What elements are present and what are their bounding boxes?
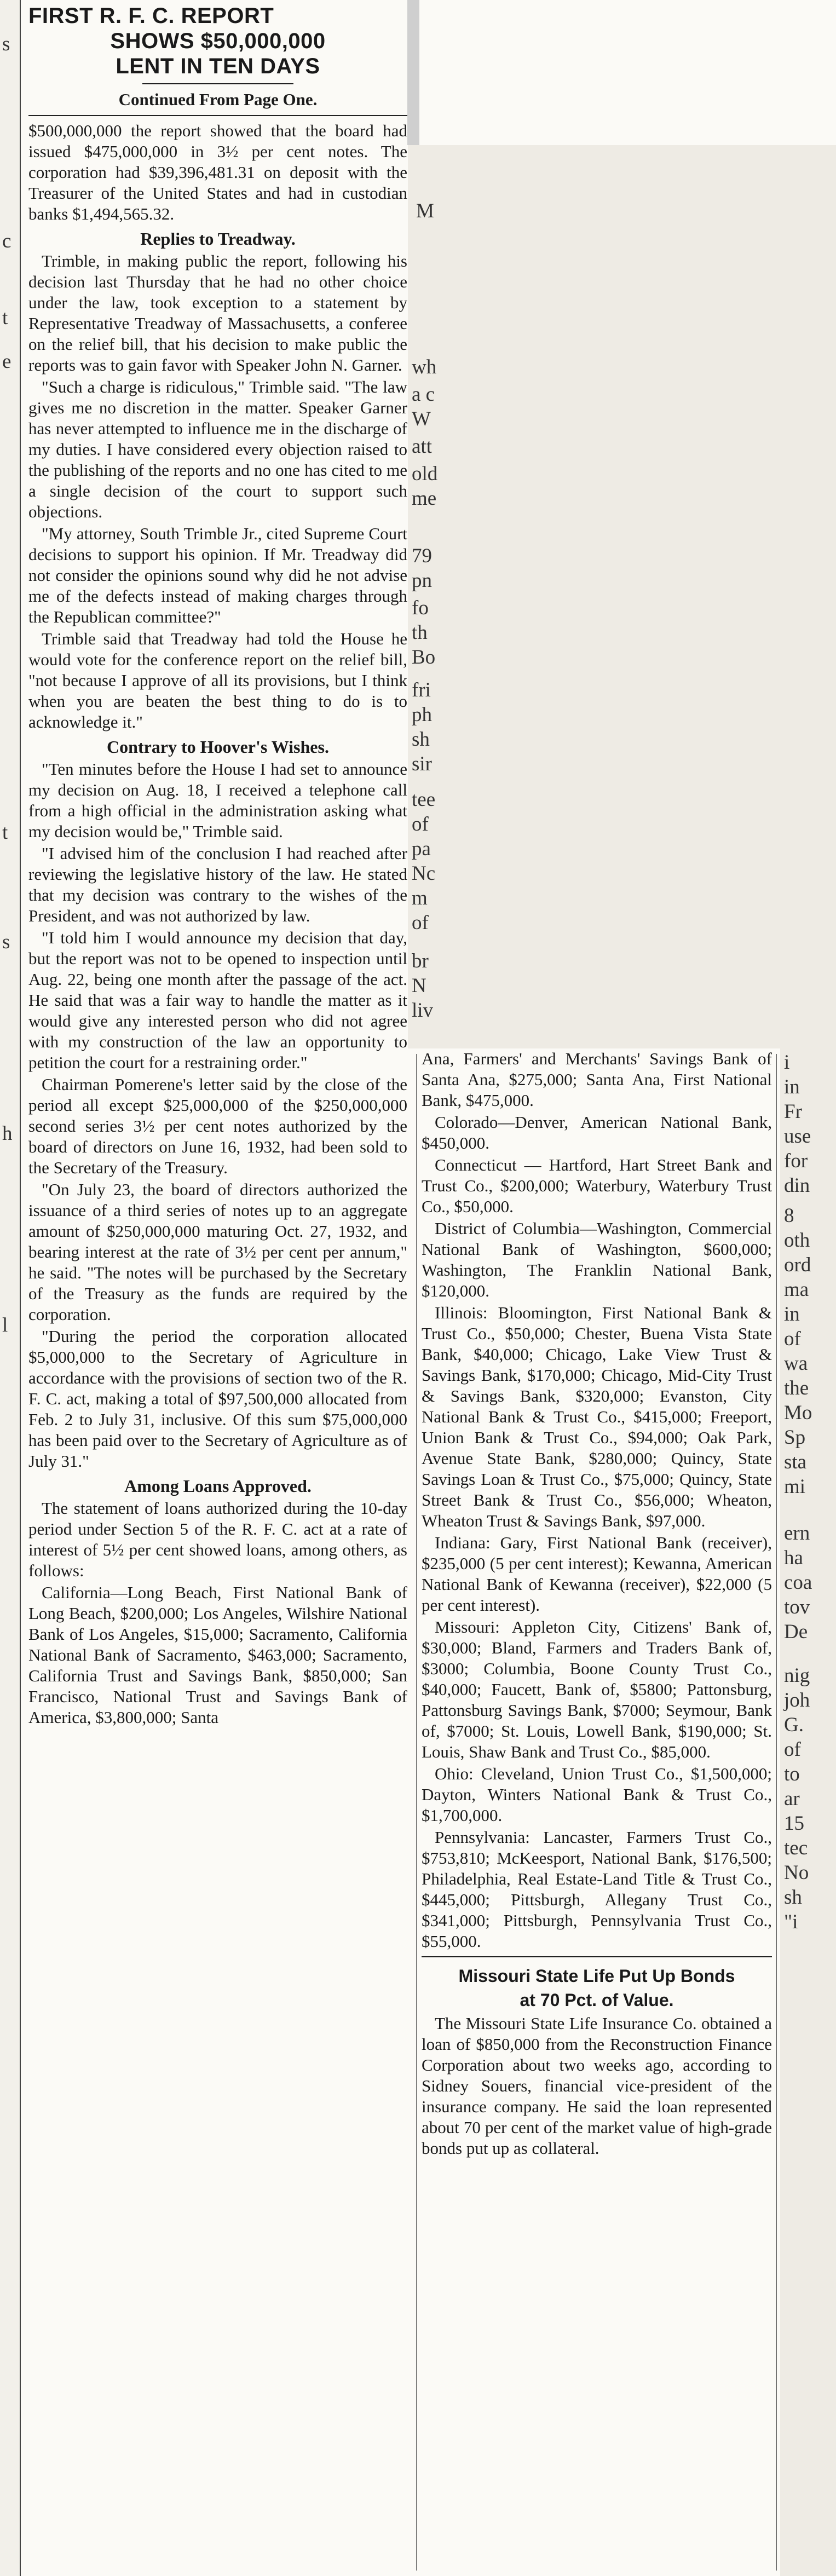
paragraph: Pennsylvania: Lancaster, Farmers Trust Co., $753,810; McKeesport, National Bank, $176,500; Philadelphia, Real Estate-Land Title & Trust Co., $445,000; Pittsburgh, Allegany Trust Co., $341,000; Pittsburgh, Pennsylvania Trust Co., $55,000. bbox=[422, 1828, 772, 1951]
fragment-overlap-11: th bbox=[412, 621, 428, 644]
continued-label: Continued From Page One. bbox=[118, 90, 318, 109]
fragment-right-7: 8 bbox=[784, 1205, 794, 1227]
paragraph: "I advised him of the conclusion I had reached after reviewing the legislative history of the law. He stated that my decision was contrary to the wishes of the President, and was not authorized by law. bbox=[28, 844, 407, 925]
fragment-right-30: 15 bbox=[784, 1812, 804, 1835]
fragment-overlap-21: m bbox=[412, 887, 428, 909]
fragment-right-26: G. bbox=[784, 1714, 804, 1736]
headline-line-3: LENT IN TEN DAYS bbox=[116, 54, 320, 78]
fragment-left-3: t bbox=[2, 307, 8, 329]
paragraph: "On July 23, the board of directors authorized the issuance of a third series of notes up to an aggregate amount of $250,000,000 maturing Oct. 27, 1932, and bearing interest at the rate of 3½ per cent per annum," he said. "The notes will be purchased by the Secretary of the Treasury as the funds are required by the corporation. bbox=[28, 1180, 407, 1324]
fragment-right-27: of bbox=[784, 1738, 801, 1761]
fragment-right-3: Fr bbox=[784, 1100, 802, 1123]
subheadline-missouri-line-2: at 70 Pct. of Value. bbox=[520, 1990, 674, 2010]
paragraph: California—Long Beach, First National Bank of Long Beach, $200,000; Los Angeles, Wilshire National Bank of Los Angeles, $15,000; Sacramento, California National Bank of Sacramento, $463,000; Sacramento, California Trust and Savings Bank, $850,000; San Francisco, National Trust and Savings Bank of America, $3,800,000; Santa bbox=[28, 1583, 407, 1727]
fragment-overlap-5: att bbox=[412, 435, 432, 458]
fragment-right-11: in bbox=[784, 1303, 800, 1326]
continued-rule bbox=[28, 115, 407, 116]
fragment-right-33: sh bbox=[784, 1886, 802, 1909]
paragraph: Ana, Farmers' and Merchants' Savings Bank of Santa Ana, $275,000; Santa Ana, First National Bank, $475,000. bbox=[422, 1049, 772, 1110]
fragment-right-28: to bbox=[784, 1763, 800, 1785]
fragment-right-31: tec bbox=[784, 1837, 808, 1859]
fragment-overlap-25: liv bbox=[412, 999, 434, 1022]
paragraph: "Such a charge is ridiculous," Trimble said. "The law gives me no discretion in the matter. Speaker Garner has never attempted to influence me in the discharge of my duties. I have considered every objection raised to the publishing of the reports and no one has cited to me a single decision of the court to support such objections. bbox=[28, 377, 407, 521]
subheadline-missouri-line-1: Missouri State Life Put Up Bonds bbox=[458, 1966, 735, 1986]
paragraph: The Missouri State Life Insurance Co. obtained a loan of $850,000 from the Reconstruction Finance Corporation about two weeks ago, according to Sidney Souers, financial vice-president of the insurance company. He said the loan represented about 70 per cent of the market value of high-grade bonds put up as collateral. bbox=[422, 2014, 772, 2158]
fragment-overlap-1: M bbox=[416, 200, 434, 222]
fragment-right-17: sta bbox=[784, 1451, 807, 1473]
adjacent-column-edge-left bbox=[0, 0, 21, 2576]
fragment-right-16: Sp bbox=[784, 1426, 806, 1449]
fragment-overlap-14: ph bbox=[412, 704, 432, 726]
fragment-overlap-2: wh bbox=[412, 356, 437, 378]
fragment-overlap-20: Nc bbox=[412, 862, 436, 885]
article-main-column bbox=[28, 3, 407, 1729]
fragment-right-9: ord bbox=[784, 1254, 811, 1276]
fragment-overlap-6: old bbox=[412, 463, 438, 485]
fragment-right-25: joh bbox=[784, 1689, 810, 1711]
fragment-right-32: No bbox=[784, 1862, 809, 1884]
paragraph: Trimble said that Treadway had told the House he would vote for the conference report on the relief bill, "not because I approve of all its provisions, but I think when you are beaten the best thing to do is to acknowledge it." bbox=[28, 629, 407, 731]
fragment-overlap-7: me bbox=[412, 487, 437, 510]
subhead-hoover: Contrary to Hoover's Wishes. bbox=[107, 737, 329, 757]
fragment-left-8: l bbox=[2, 1314, 8, 1336]
fragment-overlap-10: fo bbox=[412, 597, 429, 619]
fragment-overlap-9: pn bbox=[412, 569, 432, 592]
fragment-right-1: i bbox=[784, 1051, 790, 1074]
fragment-overlap-3: a c bbox=[412, 383, 435, 406]
paragraph: Colorado—Denver, American National Bank, $450,000. bbox=[422, 1113, 772, 1152]
paragraph: The statement of loans authorized during the 10-day period under Section 5 of the R. F. C. act at a rate of interest of 5½ per cent showed loans, among others, as follows: bbox=[28, 1499, 407, 1580]
adjacent-clipping-overlap bbox=[408, 145, 836, 1048]
paragraph: Trimble, in making public the report, following his decision last Thursday that he had no other choice under the law, took exception to a statement by Representative Treadway of Massachusetts, a conferee on the relief bill, that his decision to make public the reports was to gain favor with Speaker John N. Garner. bbox=[28, 251, 407, 374]
fragment-overlap-22: of bbox=[412, 912, 429, 934]
fragment-right-13: wa bbox=[784, 1352, 808, 1375]
fragment-right-2: in bbox=[784, 1076, 800, 1098]
fragment-right-18: mi bbox=[784, 1476, 806, 1498]
fragment-right-12: of bbox=[784, 1328, 801, 1350]
fragment-overlap-24: N bbox=[412, 975, 426, 997]
fragment-overlap-15: sh bbox=[412, 728, 430, 751]
fragment-right-15: Mo bbox=[784, 1402, 812, 1424]
fragment-right-34: "i bbox=[784, 1911, 798, 1933]
fragment-overlap-13: fri bbox=[412, 679, 431, 701]
fragment-left-2: c bbox=[2, 230, 11, 252]
fragment-right-21: coa bbox=[784, 1571, 812, 1594]
fragment-right-23: De bbox=[784, 1621, 808, 1643]
fragment-right-29: ar bbox=[784, 1788, 800, 1810]
fragment-overlap-16: sir bbox=[412, 753, 432, 775]
fragment-right-22: tov bbox=[784, 1596, 810, 1618]
fragment-overlap-18: of bbox=[412, 813, 429, 835]
fragment-right-24: nig bbox=[784, 1664, 810, 1687]
headline-line-1: FIRST R. F. C. REPORT bbox=[28, 4, 274, 28]
column-divider bbox=[416, 1054, 417, 2571]
fragment-left-4: e bbox=[2, 350, 11, 373]
fragment-overlap-8: 79 bbox=[412, 545, 432, 567]
paragraph: District of Columbia—Washington, Commercial National Bank of Washington, $600,000; Washington, The Franklin National Bank, $120,000. bbox=[422, 1219, 772, 1300]
fragment-left-7: h bbox=[2, 1122, 13, 1145]
paragraph: Illinois: Bloomington, First National Bank & Trust Co., $50,000; Chester, Buena Vista State Bank, $40,000; Chicago, Lake View Trust & Savings Bank, $170,000; Chicago, Mid-City Trust & Savings Bank, $320,000; Evanston, City National Bank & Trust Co., $415,000; Freeport, Union Bank & Trust Co., $94,000; Oak Park, Avenue State Bank, $280,000; Quincy, State Savings Loan & Trust Co., $75,000; Quincy, State Street Bank & Trust Co., $56,000; Wheaton, Wheaton Trust & Savings Bank, $97,000. bbox=[422, 1303, 772, 1530]
fragment-right-4: use bbox=[784, 1125, 811, 1148]
paragraph: Missouri: Appleton City, Citizens' Bank of, $30,000; Bland, Farmers and Traders Bank of, $3000; Columbia, Boone County Trust Co., $40,000; Faucett, Bank of, $5800; Pattonsburg, Pattonsburg Savings Bank, $7000; Seymour, Bank of, $7000; St. Louis, Lowell Bank, $190,000; St. Louis, Shaw Bank and Trust Co., $85,000. bbox=[422, 1617, 772, 1761]
fragment-overlap-23: br bbox=[412, 950, 429, 972]
fragment-right-14: the bbox=[784, 1377, 809, 1399]
paragraph: Chairman Pomerene's letter said by the close of the period all except $25,000,000 of the $250,000,000 second series 3½ per cent notes authorized by the board of directors on June 16, 1932, had been sold to the Secretary of the Treasury. bbox=[28, 1075, 407, 1177]
section-rule bbox=[422, 1956, 772, 1957]
adjacent-page-strip bbox=[407, 0, 419, 145]
fragment-overlap-17: tee bbox=[412, 788, 436, 811]
paragraph: "My attorney, South Trimble Jr., cited Supreme Court decisions to support his opinion. If Mr. Treadway did not consider the opinions sound why did he not advise me of the defects instead of making charges through the Republican committee?" bbox=[28, 524, 407, 626]
fragment-right-10: ma bbox=[784, 1278, 809, 1301]
fragment-right-20: ha bbox=[784, 1547, 803, 1569]
fragment-overlap-4: W bbox=[412, 408, 431, 430]
intro-paragraph: $500,000,000 the report showed that the board had issued $475,000,000 in 3½ per cent notes. The corporation had $39,396,481.31 on deposit with the Treasurer of the United States and had in custodian banks $1,494,565.32. bbox=[28, 121, 407, 223]
fragment-right-8: oth bbox=[784, 1229, 810, 1252]
paragraph: "Ten minutes before the House I had set to announce my decision on Aug. 18, I received a telephone call from a high official in the administration asking what my decision would be," Trimble said. bbox=[28, 759, 407, 841]
column-divider bbox=[776, 1054, 777, 2571]
headline-rule bbox=[142, 83, 294, 84]
subhead-loans: Among Loans Approved. bbox=[124, 1476, 312, 1496]
paragraph: "During the period the corporation allocated $5,000,000 to the Secretary of Agriculture in accordance with the provisions of section two of the R. F. C. act, making a total of $97,500,000 allocated from Feb. 2 to July 31, inclusive. Of this sum $75,000,000 has been paid over to the Secretary of Agriculture as of July 31." bbox=[28, 1327, 407, 1471]
fragment-left-1: s bbox=[2, 33, 10, 55]
fragment-right-19: ern bbox=[784, 1522, 810, 1545]
paragraph: "I told him I would announce my decision that day, but the report was not to be opened to inspection until Aug. 22, being one month after the passage of the act. He said that was a fair way to handle the matter as it would give any interested person who did not agree with my construction of the law an opportunity to petition the court for a restraining order." bbox=[28, 928, 407, 1072]
fragment-overlap-12: Bo bbox=[412, 646, 436, 669]
fragment-left-6: s bbox=[2, 931, 10, 953]
fragment-overlap-19: pa bbox=[412, 838, 431, 860]
paragraph: Ohio: Cleveland, Union Trust Co., $1,500,000; Dayton, Winters National Bank & Trust Co., $1,700,000. bbox=[422, 1764, 772, 1825]
subhead-treadway: Replies to Treadway. bbox=[140, 229, 296, 249]
fragment-left-5: t bbox=[2, 821, 8, 844]
paragraph: Indiana: Gary, First National Bank (receiver), $235,000 (5 per cent interest); Kewanna, American National Bank of Kewanna (receiver), $22,000 (5 per cent interest). bbox=[422, 1533, 772, 1615]
article-right-column bbox=[422, 1048, 772, 2160]
headline-line-2: SHOWS $50,000,000 bbox=[110, 29, 326, 53]
paragraph: Connecticut — Hartford, Hart Street Bank and Trust Co., $200,000; Waterbury, Waterbury Trust Co., $50,000. bbox=[422, 1155, 772, 1216]
fragment-right-5: for bbox=[784, 1150, 808, 1172]
fragment-right-6: din bbox=[784, 1174, 810, 1197]
